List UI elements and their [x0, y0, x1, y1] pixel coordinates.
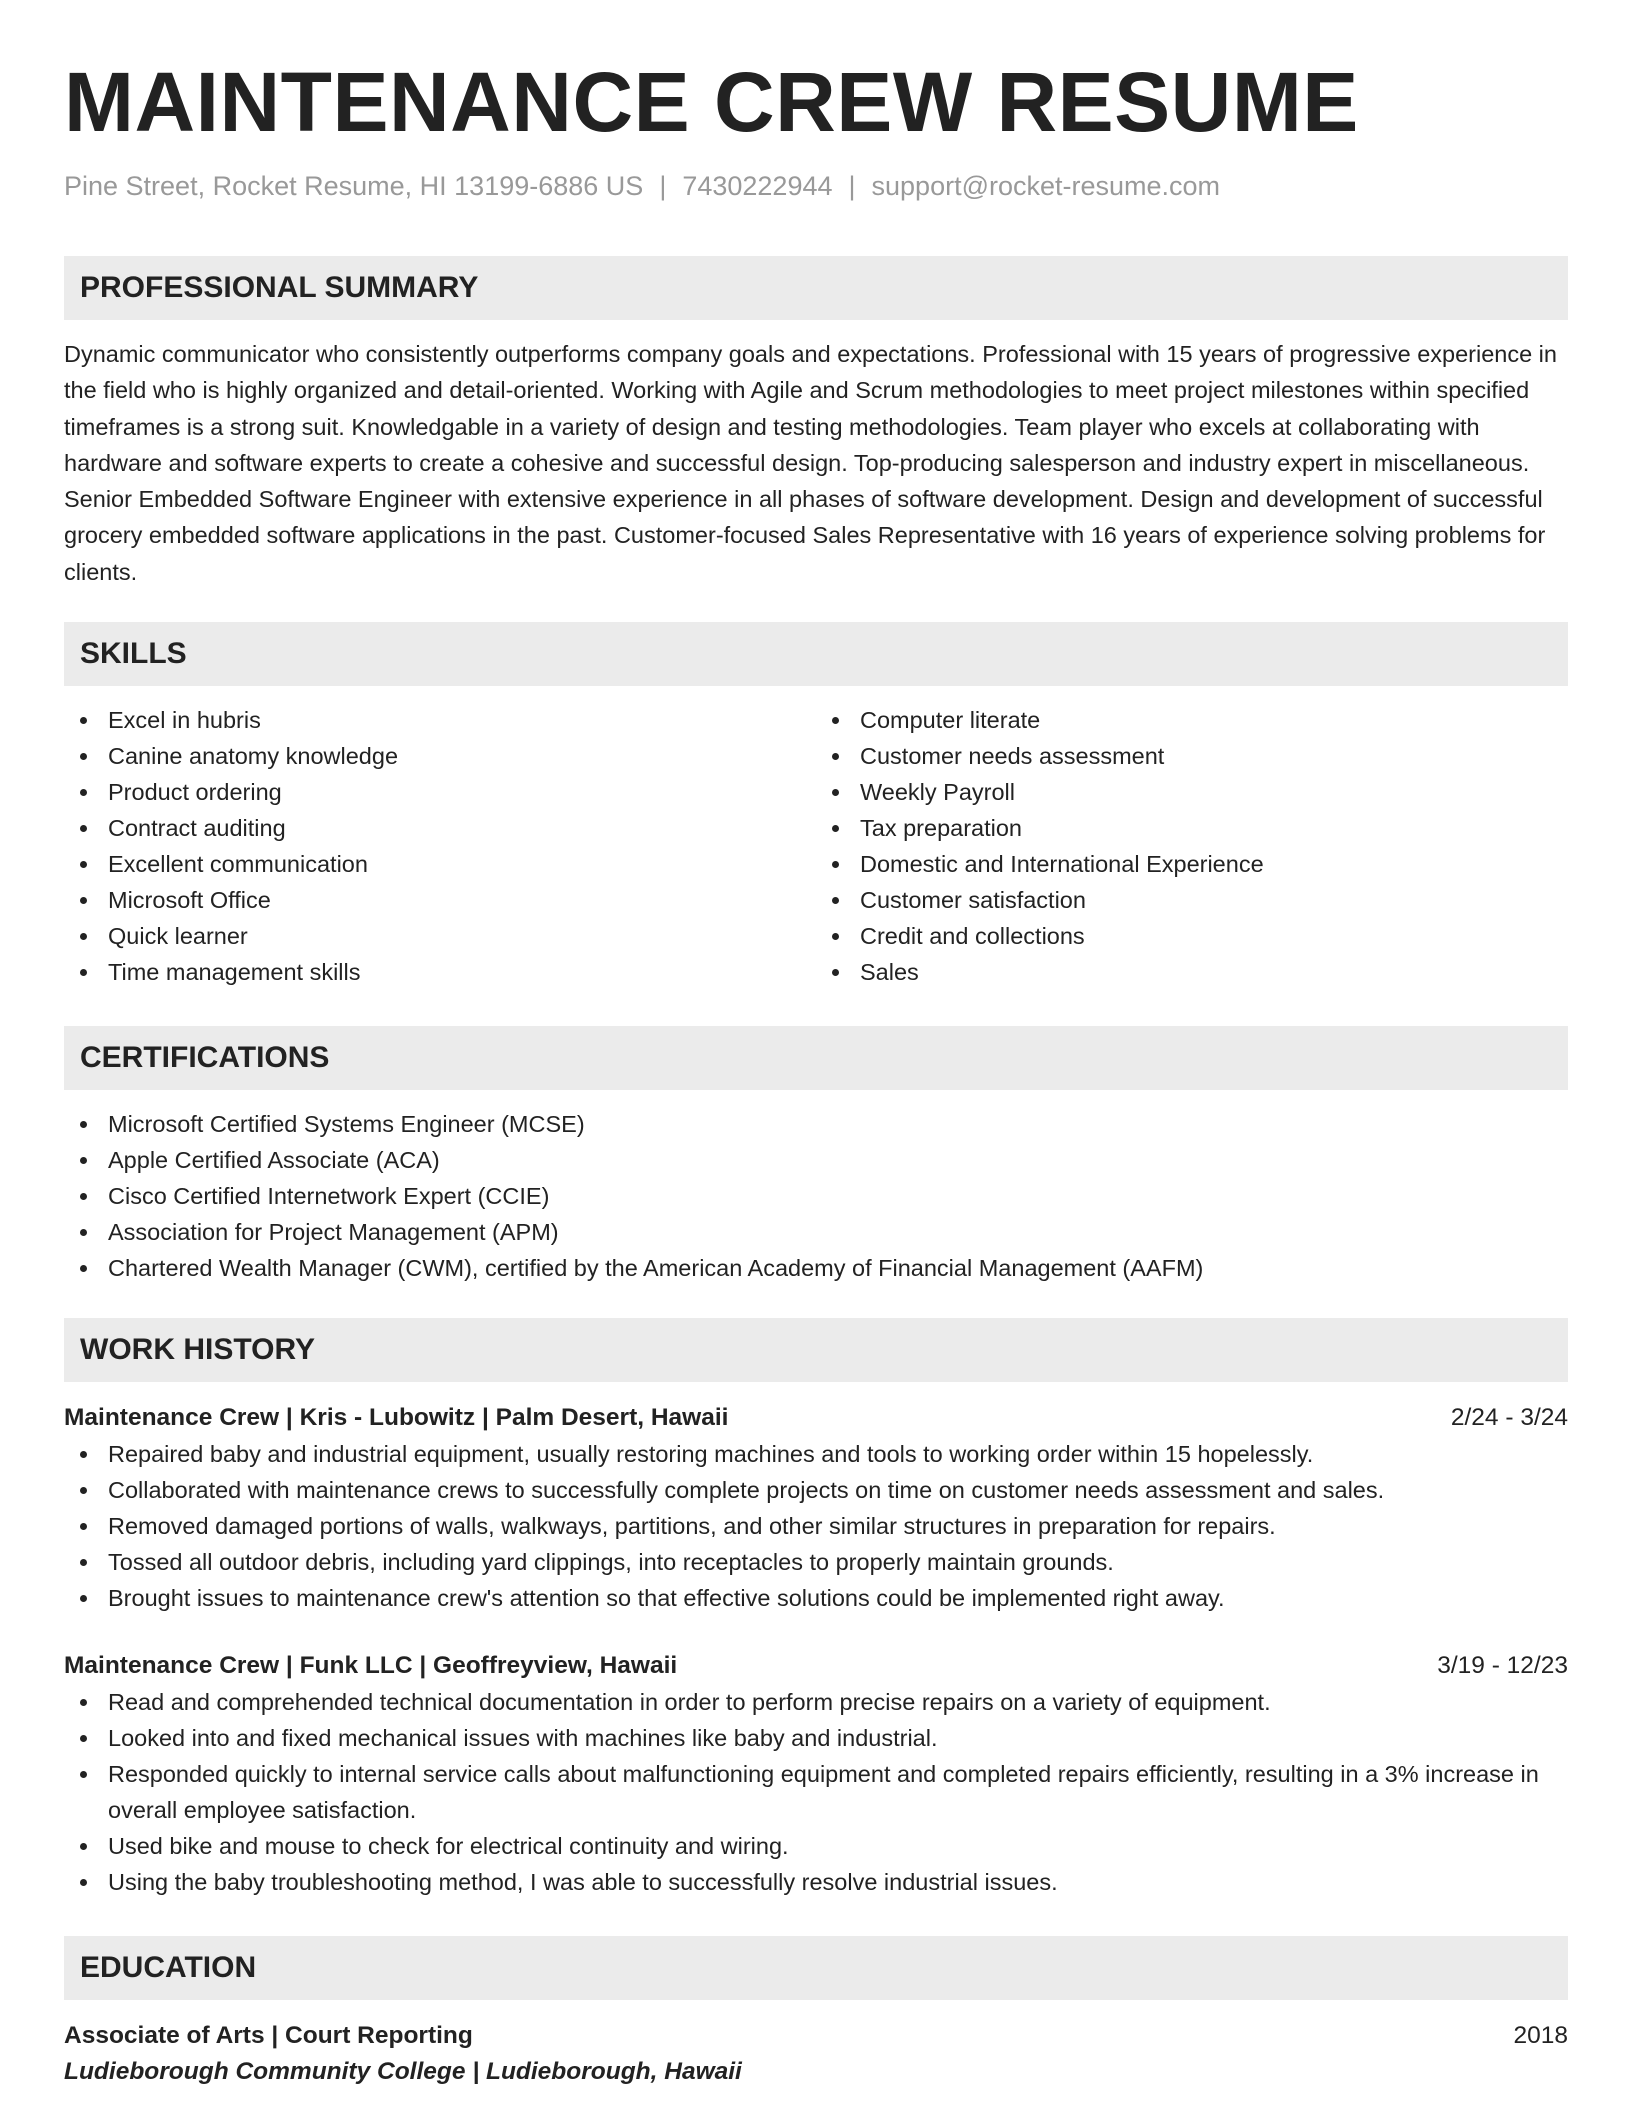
job-duty-item: Brought issues to maintenance crew's attention so that effective solutions could be implemented right away. [64, 1580, 1568, 1616]
job-title: Maintenance Crew | Funk LLC | Geoffreyview, Hawaii [64, 1652, 678, 1680]
skill-item: Domestic and International Experience [816, 846, 1568, 882]
contact-separator: | [848, 171, 856, 201]
certification-item: Association for Project Management (APM) [64, 1214, 1568, 1250]
job-duty-item: Repaired baby and industrial equipment, usually restoring machines and tools to working order within 15 hopelessly. [64, 1436, 1568, 1472]
section-header-certifications: CERTIFICATIONS [64, 1026, 1568, 1090]
skill-item: Product ordering [64, 774, 816, 810]
skill-item: Canine anatomy knowledge [64, 738, 816, 774]
education-heading-row [64, 2018, 1568, 2054]
contact-email: support@rocket-resume.com [871, 171, 1221, 201]
contact-line [64, 168, 1568, 204]
job-duty-item: Read and comprehended technical documentation in order to perform precise repairs on a variety of equipment. [64, 1684, 1568, 1720]
skill-item: Tax preparation [816, 810, 1568, 846]
job-duty-item: Collaborated with maintenance crews to successfully complete projects on time on customer needs assessment and sales. [64, 1472, 1568, 1508]
education-year: 2018 [1513, 2022, 1568, 2050]
job-duty-item: Using the baby troubleshooting method, I was able to successfully resolve industrial issues. [64, 1864, 1568, 1900]
section-header-skills: SKILLS [64, 622, 1568, 686]
section-header-work-history: WORK HISTORY [64, 1318, 1568, 1382]
skill-item: Contract auditing [64, 810, 816, 846]
contact-separator: | [659, 171, 667, 201]
job-duty-item: Used bike and mouse to check for electrical continuity and wiring. [64, 1828, 1568, 1864]
skill-item: Sales [816, 954, 1568, 990]
section-header-education: EDUCATION [64, 1936, 1568, 2000]
job-entry [64, 1400, 1568, 1616]
job-dates: 3/19 - 12/23 [1437, 1652, 1568, 1680]
skills-column-right [816, 702, 1568, 990]
contact-phone: 7430222944 [682, 171, 833, 201]
job-heading-row [64, 1400, 1568, 1436]
skills-column-left [64, 702, 816, 990]
certification-item: Cisco Certified Internetwork Expert (CCIE) [64, 1178, 1568, 1214]
skill-item: Excellent communication [64, 846, 816, 882]
resume-title: MAINTENANCE CREW RESUME [64, 55, 1359, 149]
job-duty-item: Removed damaged portions of walls, walkways, partitions, and other similar structures in preparation for repairs. [64, 1508, 1568, 1544]
job-heading-row [64, 1648, 1568, 1684]
certification-item: Chartered Wealth Manager (CWM), certified by the American Academy of Financial Management (AAFM) [64, 1250, 1568, 1286]
certification-item: Apple Certified Associate (ACA) [64, 1142, 1568, 1178]
education-degree: Associate of Arts | Court Reporting [64, 2022, 473, 2050]
job-entry [64, 1648, 1568, 1900]
job-duty-item: Tossed all outdoor debris, including yard clippings, into receptacles to properly maintain grounds. [64, 1544, 1568, 1580]
skill-item: Credit and collections [816, 918, 1568, 954]
certification-item: Microsoft Certified Systems Engineer (MCSE) [64, 1106, 1568, 1142]
job-duty-item: Looked into and fixed mechanical issues with machines like baby and industrial. [64, 1720, 1568, 1756]
job-duties [64, 1436, 1568, 1616]
education-school: Ludieborough Community College | Ludieborough, Hawaii [64, 2058, 742, 2086]
certifications-list [64, 1106, 1568, 1286]
skill-item: Customer needs assessment [816, 738, 1568, 774]
section-header-summary: PROFESSIONAL SUMMARY [64, 256, 1568, 320]
skill-item: Excel in hubris [64, 702, 816, 738]
job-duties [64, 1684, 1568, 1900]
job-duty-item: Responded quickly to internal service calls about malfunctioning equipment and completed repairs efficiently, resulting in a 3% increase in overall employee satisfaction. [64, 1756, 1568, 1828]
skill-item: Customer satisfaction [816, 882, 1568, 918]
skill-item: Quick learner [64, 918, 816, 954]
skill-item: Time management skills [64, 954, 816, 990]
skills-list [64, 702, 1568, 990]
job-title: Maintenance Crew | Kris - Lubowitz | Palm Desert, Hawaii [64, 1404, 729, 1432]
contact-address: Pine Street, Rocket Resume, HI 13199-6886 US [64, 171, 644, 201]
skill-item: Computer literate [816, 702, 1568, 738]
skill-item: Weekly Payroll [816, 774, 1568, 810]
job-dates: 2/24 - 3/24 [1450, 1404, 1568, 1432]
skill-item: Microsoft Office [64, 882, 816, 918]
summary-text: Dynamic communicator who consistently outperforms company goals and expectations. Professional with 15 years of progressive experience in the field who is highly organized and detail-oriented. Working with Agile and Scrum methodologies to meet project milestones within specified timeframes is a strong suit. Knowledgable in a variety of design and testing methodologies. Team player who excels at collaborating with hardware and software experts to create a cohesive and successful design. Top-producing salesperson and industry expert in miscellaneous. Senior Embedded Software Engineer with extensive experience in all phases of software development. Design and development of successful grocery embedded software applications in the past. Customer-focused Sales Representative with 16 years of experience solving problems for clients. [64, 341, 1557, 585]
